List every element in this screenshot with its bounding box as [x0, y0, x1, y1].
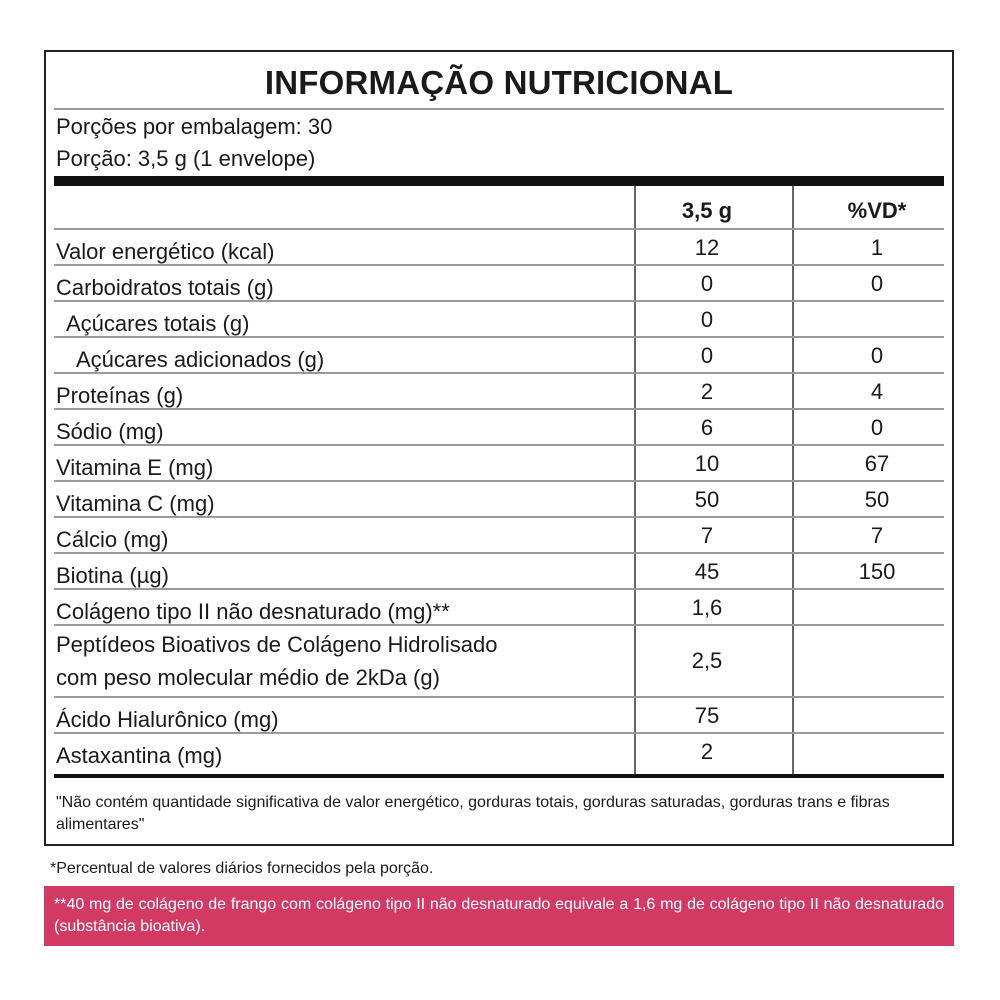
table-row — [54, 230, 944, 266]
table-row — [54, 554, 944, 590]
nutrient-amount: 75 — [694, 703, 720, 728]
nutrient-label: Biotina (µg) — [56, 563, 169, 588]
serving-size: Porção: 3,5 g (1 envelope) — [56, 146, 316, 171]
nutrient-label: Astaxantina (mg) — [56, 743, 223, 768]
nutrient-amount: 7 — [700, 523, 714, 548]
nutrient-amount: 1,6 — [691, 595, 723, 620]
table-header-row — [54, 186, 944, 230]
nutrient-amount: 6 — [700, 415, 714, 440]
nutrient-label: Vitamina E (mg) — [56, 455, 214, 480]
table-row — [54, 482, 944, 518]
nutrient-vd: 0 — [870, 271, 884, 296]
nutrient-label: Valor energético (kcal) — [56, 239, 275, 264]
table-row — [54, 518, 944, 554]
nutrient-amount: 2 — [700, 739, 714, 764]
nutrient-amount: 0 — [700, 271, 714, 296]
table-row — [54, 446, 944, 482]
nutrient-label-line1: Peptídeos Bioativos de Colágeno Hidrolisado — [56, 632, 498, 657]
nutrition-facts-table — [44, 50, 954, 846]
nutrient-amount: 12 — [694, 235, 720, 260]
thick-divider — [54, 176, 944, 186]
table-row — [54, 266, 944, 302]
nutrient-vd: 0 — [870, 343, 884, 368]
nutrient-label — [56, 628, 498, 694]
table-row — [54, 626, 944, 698]
nutrient-label: Carboidratos totais (g) — [56, 275, 274, 300]
column-header-vd: %VD* — [847, 198, 907, 223]
thick-divider-bottom — [54, 774, 944, 778]
nutrient-label-line2: com peso molecular médio de 2kDa (g) — [56, 665, 440, 690]
table-row — [54, 590, 944, 626]
nutrient-label: Ácido Hialurônico (mg) — [56, 707, 279, 732]
nutrient-vd: 67 — [864, 451, 890, 476]
nutrient-label: Cálcio (mg) — [56, 527, 169, 552]
table-row — [54, 338, 944, 374]
footnote-vd: *Percentual de valores diários fornecidos pela porção. — [50, 860, 434, 877]
nutrient-vd: 1 — [870, 235, 884, 260]
table-row — [54, 698, 944, 734]
nutrient-label: Açúcares adicionados (g) — [76, 347, 325, 372]
nutrient-vd: 4 — [870, 379, 884, 404]
nutrient-label: Vitamina C (mg) — [56, 491, 215, 516]
nutrient-amount: 0 — [700, 307, 714, 332]
table-row — [54, 374, 944, 410]
divider — [54, 108, 944, 110]
table-row — [54, 302, 944, 338]
table-row — [54, 410, 944, 446]
servings-per-package: Porções por embalagem: 30 — [56, 114, 333, 139]
nutrient-amount: 45 — [694, 559, 720, 584]
nutrition-note: "Não contém quantidade significativa de valor energético, gorduras totais, gorduras saturadas, gorduras trans e fibras alimentares" — [56, 794, 890, 833]
nutrient-vd: 0 — [870, 415, 884, 440]
nutrient-label: Proteínas (g) — [56, 383, 184, 408]
nutrient-label: Sódio (mg) — [56, 419, 164, 444]
nutrient-label: Açúcares totais (g) — [66, 311, 250, 336]
nutrient-label: Colágeno tipo II não desnaturado (mg)** — [56, 599, 450, 624]
nutrient-amount: 2 — [700, 379, 714, 404]
nutrient-vd: 150 — [858, 559, 896, 584]
nutrient-amount: 50 — [694, 487, 720, 512]
nutrient-vd: 50 — [864, 487, 890, 512]
table-row — [54, 734, 944, 770]
column-header-amount: 3,5 g — [681, 198, 733, 223]
table-title: INFORMAÇÃO NUTRICIONAL — [264, 64, 734, 101]
nutrient-amount: 0 — [700, 343, 714, 368]
nutrient-vd: 7 — [870, 523, 884, 548]
footnote-collagen: **40 mg de colágeno de frango com colágeno tipo II não desnaturado equivale a 1,6 mg de colágeno tipo II não desnaturado (substância bioativa). — [44, 886, 954, 946]
nutrient-amount: 10 — [694, 451, 720, 476]
nutrient-amount: 2,5 — [691, 648, 723, 673]
